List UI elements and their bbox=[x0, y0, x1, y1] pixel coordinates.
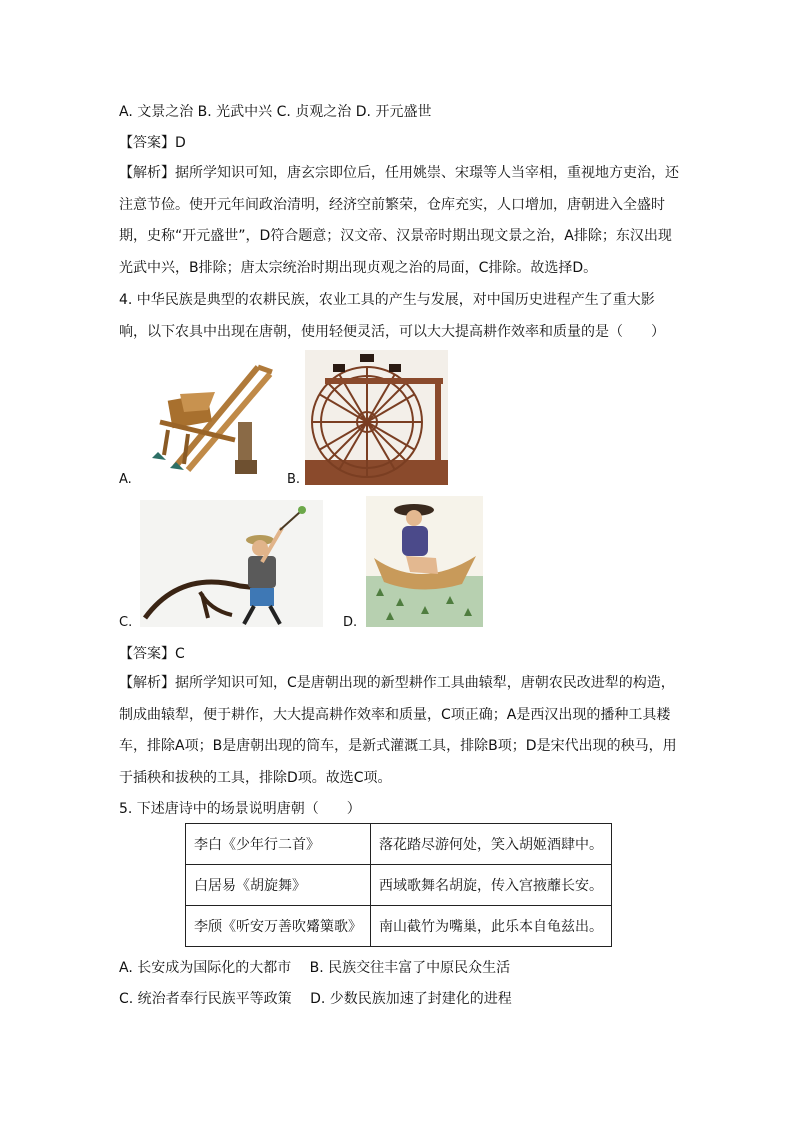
curved-plough-image bbox=[140, 500, 323, 627]
analysis-tag: 【解析】 bbox=[119, 165, 175, 181]
option-d-label: D. bbox=[343, 615, 358, 630]
analysis-text: 据所学知识可知，C是唐朝出现的新型耕作工具曲辕犁，唐朝农民改进犁的构造，制成曲辕犁，便于耕作，大大提高耕作效率和质量，C项正确；A是西汉出现的播种工具耧车，排除A项；B是唐朝出现的筒车，是新式灌溉工具，排除B项；D是宋代出现的秧马，用于插秧和拔秧的工具，排除D项。故选C项。 bbox=[119, 675, 677, 786]
q4-answer bbox=[119, 644, 185, 664]
q4-stem: 4. 中华民族是典型的农耕民族，农业工具的产生与发展，对中国历史进程产生了重大影响，以下农具中出现在唐朝，使用轻便灵活，可以大大提高耕作效率和质量的是（ ） bbox=[119, 292, 665, 340]
q5-stem: 5. 下述唐诗中的场景说明唐朝（ ） bbox=[119, 801, 361, 817]
option-b-label: B. bbox=[287, 472, 301, 487]
answer-tag: 【答案】 bbox=[119, 135, 175, 151]
poem-verse: 南山截竹为嘴巢，此乐本自龟兹出。 bbox=[371, 906, 612, 947]
q5-options-row1: A. 长安成为国际化的大都市 B. 民族交往丰富了中原民众生活 bbox=[119, 960, 511, 976]
poem-source: 李白《少年行二首》 bbox=[186, 824, 371, 865]
poem-table bbox=[185, 823, 612, 947]
q4-analysis bbox=[119, 668, 679, 794]
poem-verse: 落花踏尽游何处，笑入胡姬酒肆中。 bbox=[371, 824, 612, 865]
q3-analysis bbox=[119, 158, 679, 284]
answer-value: C bbox=[175, 646, 185, 662]
poem-source: 李颀《听安万善吹觱篥歌》 bbox=[186, 906, 371, 947]
seedling-horse-image bbox=[366, 496, 483, 627]
q3-answer bbox=[119, 133, 186, 153]
table-row bbox=[186, 824, 612, 865]
answer-value: D bbox=[175, 135, 186, 151]
option-a-label: A. bbox=[119, 472, 132, 487]
answer-tag: 【答案】 bbox=[119, 646, 175, 662]
analysis-tag: 【解析】 bbox=[119, 675, 175, 691]
seed-drill-image bbox=[140, 352, 280, 484]
analysis-text: 据所学知识可知，唐玄宗即位后，任用姚崇、宋璟等人当宰相，重视地方吏治，还注意节俭。使开元年间政治清明，经济空前繁荣，仓库充实，人口增加，唐朝进入全盛时期，史称“开元盛世”，D符合题意；汉文帝、汉景帝时期出现文景之治，A排除；东汉出现光武中兴，B排除；唐太宗统治时期出现贞观之治的局面，C排除。故选择D。 bbox=[119, 165, 679, 276]
poem-source: 白居易《胡旋舞》 bbox=[186, 865, 371, 906]
table-row bbox=[186, 906, 612, 947]
q5-options-row2: C. 统治者奉行民族平等政策 D. 少数民族加速了封建化的进程 bbox=[119, 991, 512, 1007]
option-c-label: C. bbox=[119, 615, 133, 630]
water-wheel-image bbox=[305, 350, 448, 485]
table-row bbox=[186, 865, 612, 906]
poem-verse: 西域歌舞名胡旋，传入宫掖蘼长安。 bbox=[371, 865, 612, 906]
q3-options: A. 文景之治 B. 光武中兴 C. 贞观之治 D. 开元盛世 bbox=[119, 104, 432, 120]
